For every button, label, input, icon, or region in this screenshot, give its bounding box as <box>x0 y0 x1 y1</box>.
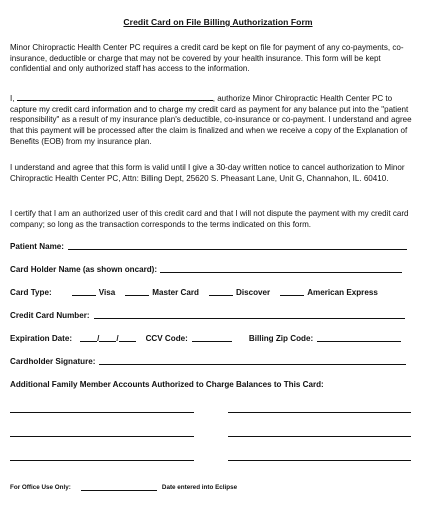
discover-label: Discover <box>235 288 271 297</box>
ccv-field[interactable] <box>192 340 232 342</box>
office-entered-label: Date entered into Eclipse <box>161 484 238 491</box>
authorization-text: , authorize Minor Chiropractic Health Center PC to capture my credit card information and to charge my credit card as payment for any balance put into the "patient responsibility" as a result of my insurance plan's deductible, co-insurance or co-payment. I understand and agree that this payment will be processed after the claim is finalized and when we receive a copy of the Explanation of Benefits (EOB) from my insurance plan. <box>10 94 412 146</box>
form-title: Credit Card on File Billing Authorization Form <box>123 17 313 27</box>
family-member-field-2[interactable] <box>228 412 411 413</box>
patient-name-field[interactable] <box>68 248 407 250</box>
office-use-row <box>10 484 237 491</box>
family-heading: Additional Family Member Accounts Authorized to Charge Balances to This Card: <box>10 380 324 389</box>
certify-paragraph: I certify that I am an authorized user of this credit card and that I will not dispute the payment with my credit card company; so long as the transaction corresponds to the terms indicated on this form. <box>10 209 409 229</box>
expiration-day-field[interactable] <box>99 340 116 342</box>
mastercard-checkbox[interactable] <box>125 294 149 296</box>
amex-label: American Express <box>307 288 378 297</box>
card-number-row <box>10 311 405 320</box>
office-date-field[interactable] <box>81 489 157 491</box>
intro-paragraph: Minor Chiropractic Health Center PC requires a credit card be kept on file for payment of any co-payments, co-insurance, deductible or charge that may not be covered by your health insurance. This form will be kept confidential and only authorized staff has access to the information. <box>10 43 404 74</box>
patient-name-row <box>10 242 407 251</box>
authorization-paragraph <box>10 92 420 148</box>
visa-checkbox[interactable] <box>72 294 96 296</box>
card-number-label: Credit Card Number: <box>10 311 90 320</box>
ccv-label: CCV Code: <box>145 334 188 343</box>
card-holder-row <box>10 265 402 274</box>
signature-field[interactable] <box>99 363 406 365</box>
expiration-separator-1: / <box>97 334 100 343</box>
signature-row <box>10 357 406 366</box>
expiration-month-field[interactable] <box>80 340 97 342</box>
expiration-separator-2: / <box>116 334 119 343</box>
family-member-field-6[interactable] <box>228 460 411 461</box>
card-type-label: Card Type: <box>10 288 52 297</box>
card-holder-field[interactable] <box>160 271 402 273</box>
authorizer-name-field[interactable] <box>17 92 213 101</box>
card-number-field[interactable] <box>94 317 405 319</box>
visa-label: Visa <box>98 288 116 297</box>
expiration-label: Expiration Date: <box>10 334 73 343</box>
family-member-field-3[interactable] <box>10 436 194 437</box>
family-member-field-1[interactable] <box>10 412 194 413</box>
billing-zip-label: Billing Zip Code: <box>248 334 314 343</box>
family-member-field-4[interactable] <box>228 436 411 437</box>
billing-zip-field[interactable] <box>317 340 401 342</box>
patient-name-label: Patient Name: <box>10 242 64 251</box>
signature-label: Cardholder Signature: <box>10 357 96 366</box>
expiration-row <box>10 334 401 343</box>
amex-checkbox[interactable] <box>280 294 304 296</box>
card-holder-label: Card Holder Name (as shown oncard): <box>10 265 158 274</box>
mastercard-label: Master Card <box>152 288 199 297</box>
authorization-prefix: I, <box>10 94 15 103</box>
family-member-field-5[interactable] <box>10 460 194 461</box>
expiration-year-field[interactable] <box>119 340 136 342</box>
card-type-row <box>10 288 378 297</box>
validity-paragraph: I understand and agree that this form is valid until I give a 30-day written notice to cancel authorization to Minor Chiropractic Health Center PC, Attn: Billing Dept, 25620 S. Pheasant Lane, Unit G, Channahon, IL. 60410. <box>10 163 405 183</box>
office-use-label: For Office Use Only: <box>10 484 71 491</box>
discover-checkbox[interactable] <box>209 294 233 296</box>
